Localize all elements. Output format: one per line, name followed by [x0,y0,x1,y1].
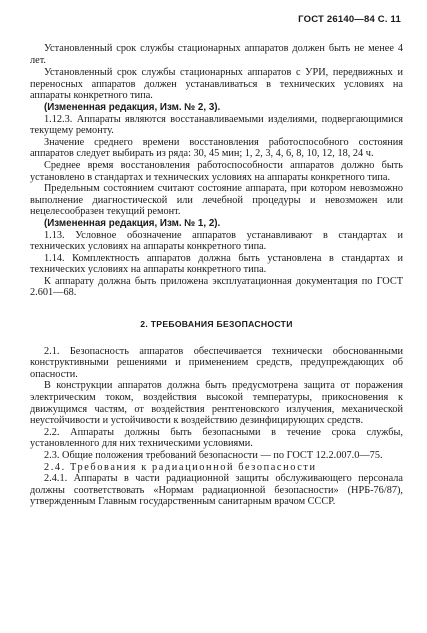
subsection-title: 2.4. Требования к радиационной безопасности [44,461,317,473]
paragraph: 1.12.3. Аппараты являются восстанавливаемыми изделиями, подвергающимися текущему ремонту. [30,113,403,137]
paragraph: Установленный срок службы стационарных аппаратов с УРИ, передвижных и переносных аппаратов должен устанавливаться в технических условиях на аппараты конкретного типа. [30,67,403,102]
paragraph: 1.14. Комплектность аппаратов должна быть установлена в стандартах и технических условиях на аппараты конкретного типа. [30,252,403,276]
paragraph: 2.3. Общие положения требований безопасности — по ГОСТ 12.2.007.0—75. [44,450,383,461]
paragraph: 2.2. Аппараты должны быть безопасными в течение срока службы, установленного для них техническими условиями. [30,426,403,450]
paragraph: 2.4.1. Аппараты в части радиационной защиты обслуживающего персонала должны соответствовать «Нормам радиационной безопасности» (НРБ-76/87), утвержденным Главным государственным санитарным врачом СССР. [30,473,403,508]
section-heading: 2. ТРЕБОВАНИЯ БЕЗОПАСНОСТИ [140,319,293,330]
paragraph: Установленный срок службы стационарных аппаратов должен быть не менее 4 лет. [30,43,403,66]
amendment-note: (Измененная редакция, Изм. № 1, 2). [44,217,221,229]
paragraph: 1.13. Условное обозначение аппаратов устанавливают в стандартах и технических условиях на аппараты конкретного типа. [30,229,403,253]
paragraph: В конструкции аппаратов должна быть предусмотрена защита от поражения электрическим током, воздействия высокой температуры, прикосновения к движущимся частям, от воздействия рентгеновского излучения, механической неустойчивости и устойчивости к воздействию дезинфицирующих средств. [30,380,403,427]
paragraph: К аппарату должна быть приложена эксплуатационная документация по ГОСТ 2.601—68. [30,275,403,299]
running-header: ГОСТ 26140—84 С. 11 [298,14,401,25]
amendment-note: (Измененная редакция, Изм. № 2, 3). [44,101,221,113]
document-body [30,43,403,508]
paragraph: Значение среднего времени восстановления работоспособного состояния аппаратов следует выбирать из ряда: 30, 45 мин; 1, 2, 3, 4, 6, 8, 10, 12, 18, 24 ч. [30,136,403,160]
paragraph: Предельным состоянием считают состояние аппарата, при котором невозможно выполнение диагностической или лечебной процедуры и невозможен или нецелесообразен текущий ремонт. [30,183,403,218]
paragraph: Среднее время восстановления работоспособности аппаратов должно быть установлено в стандартах и технических условиях на аппараты конкретного типа. [30,159,403,183]
paragraph: 2.1. Безопасность аппаратов обеспечивается технически обоснованными конструктивными решениями и применением средств, предупреждающих об опасности. [30,345,403,380]
